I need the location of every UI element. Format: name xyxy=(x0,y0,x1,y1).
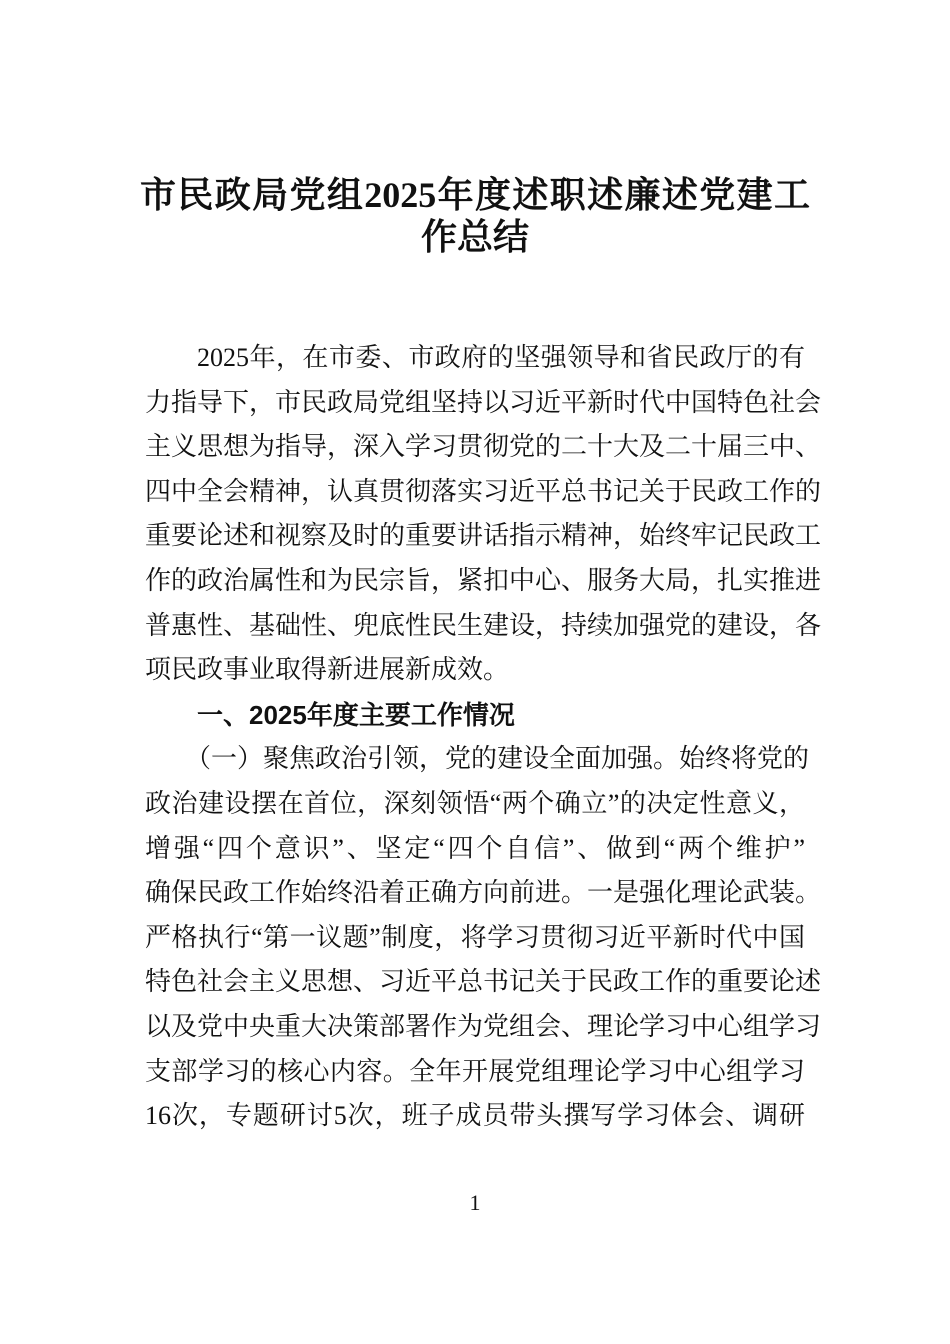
text-line: 严格执行“第一议题”制度，将学习贯彻习近平新时代中国 xyxy=(145,922,805,952)
document-title-line-2: 作总结 xyxy=(420,217,529,257)
text-line: 四中全会精神，认真贯彻落实习近平总书记关于民政工作的 xyxy=(145,476,822,506)
text-line: 项民政事业取得新进展新成效。 xyxy=(145,655,510,685)
text-line: 2025年，在市委、市政府的坚强领导和省民政厅的有 xyxy=(197,343,805,372)
text-line: 重要论述和视察及时的重要讲话指示精神，始终牢记民政工 xyxy=(145,521,822,551)
text-line: 作的政治属性和为民宗旨，紧扣中心、服务大局，扎实推进 xyxy=(145,565,822,595)
document-title-line-1: 市民政局党组2025年度述职述廉述党建工 xyxy=(140,175,810,215)
paragraph-section-1 xyxy=(145,737,822,1138)
text-line: 普惠性、基础性、兜底性民生建设，持续加强党的建设，各 xyxy=(145,610,822,640)
text-line: 力指导下，市民政局党组坚持以习近平新时代中国特色社会 xyxy=(145,387,822,417)
text-line: 16次，专题研讨5次，班子成员带头撰写学习体会、调研 xyxy=(145,1101,805,1131)
page-number: 1 xyxy=(469,1190,481,1215)
text-line: 主义思想为指导，深入学习贯彻党的二十大及二十届三中、 xyxy=(145,432,822,462)
paragraph-intro xyxy=(145,336,822,693)
text-line: 以及党中央重大决策部署作为党组会、理论学习中心组学习 xyxy=(145,1011,822,1041)
document-body xyxy=(145,336,822,1139)
text-line: 支部学习的核心内容。全年开展党组理论学习中心组学习 xyxy=(145,1056,805,1086)
text-line: 特色社会主义思想、习近平总书记关于民政工作的重要论述 xyxy=(145,967,822,997)
text-line: 增强“四个意识”、坚定“四个自信”、做到“两个维护” xyxy=(145,833,805,863)
text-line: 确保民政工作始终沿着正确方向前进。一是强化理论武装。 xyxy=(145,878,822,908)
text-line: （一）聚焦政治引领，党的建设全面加强。始终将党的 xyxy=(185,744,810,774)
section-heading: 一、2025年度主要工作情况 xyxy=(197,699,515,730)
text-line: 政治建设摆在首位，深刻领悟“两个确立”的决定性意义， xyxy=(145,788,805,818)
